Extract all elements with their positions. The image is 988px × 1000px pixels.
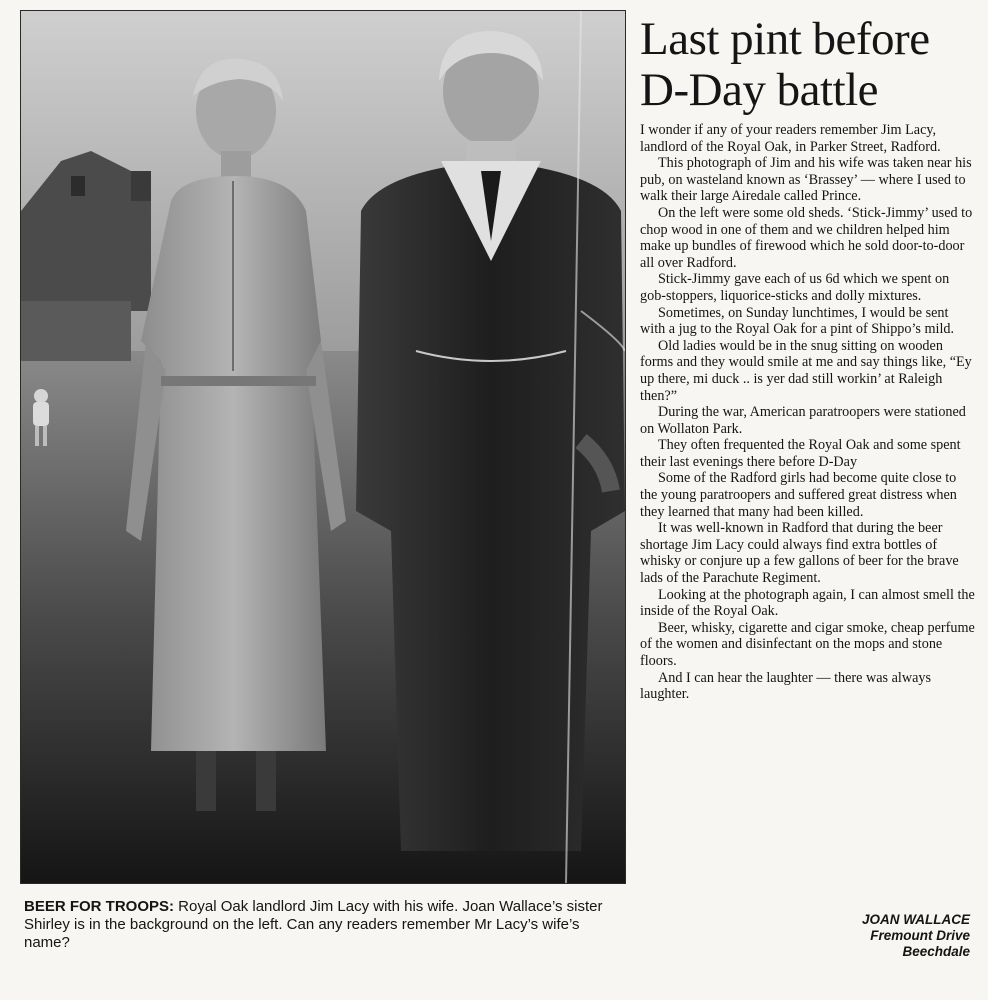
article-body [640, 122, 976, 703]
paragraph: During the war, American paratroopers were stationed on Wollaton Park. [640, 404, 966, 437]
headline-line-1: Last pint before [640, 13, 930, 65]
headline-line-2: D-Day battle [640, 64, 879, 116]
caption-lead: BEER FOR TROOPS: [24, 898, 175, 915]
paragraph: This photograph of Jim and his wife was taken near his pub, on wasteland known as ‘Brassey’ — where I used to walk their large Airedale called Prince. [640, 155, 972, 205]
headline [640, 14, 980, 116]
paragraph: I wonder if any of your readers remember Jim Lacy, landlord of the Royal Oak, in Parker Street, Radford. [640, 122, 941, 155]
paragraph: Looking at the photograph again, I can almost smell the inside of the Royal Oak. [640, 586, 975, 620]
author-area: Beechdale [902, 944, 970, 959]
paragraph: Sometimes, on Sunday lunchtimes, I would be sent with a jug to the Royal Oak for a pint of Shippo’s mild. [640, 304, 955, 338]
paragraph: Stick-Jimmy gave each of us 6d which we spent on gob-stoppers, liquorice-sticks and dolly mixtures. [640, 271, 950, 304]
paragraph: It was well-known in Radford that during the beer shortage Jim Lacy could always find extra bottles of whisky or conjure up a few gallons of beer for the brave lads of the Parachute Regiment. [640, 520, 959, 587]
paragraph: On the left were some old sheds. ‘Stick-Jimmy’ used to chop wood in one of them and we children helped him make up bundles of firewood which he sold door-to-door all over Radford. [640, 204, 973, 271]
author-street: Fremount Drive [870, 928, 970, 943]
paragraph: Old ladies would be in the snug sitting on wooden forms and they would smile at me and say things like, “Ey up there, mi duck .. is yer dad still workin’ at Raleigh then?” [640, 337, 972, 404]
photograph [20, 10, 626, 884]
paragraph: And I can hear the laughter — there was always laughter. [640, 669, 931, 703]
photo-caption [24, 898, 624, 952]
author-signoff [862, 912, 970, 960]
caption-text: Royal Oak landlord Jim Lacy with his wife. Joan Wallace’s sister Shirley is in the background on the left. Can any readers remember Mr Lacy’s wife’s name? [24, 898, 603, 951]
author-name: JOAN WALLACE [862, 912, 970, 927]
photograph-illustration [21, 11, 625, 883]
paragraph: Beer, whisky, cigarette and cigar smoke, cheap perfume of the women and disinfectant on the mops and stone floors. [640, 619, 975, 669]
paragraph: They often frequented the Royal Oak and some spent their last evenings there before D-Day [640, 437, 961, 470]
paragraph: Some of the Radford girls had become quite close to the young paratroopers and suffered great distress when they learned that many had been killed. [640, 470, 957, 520]
